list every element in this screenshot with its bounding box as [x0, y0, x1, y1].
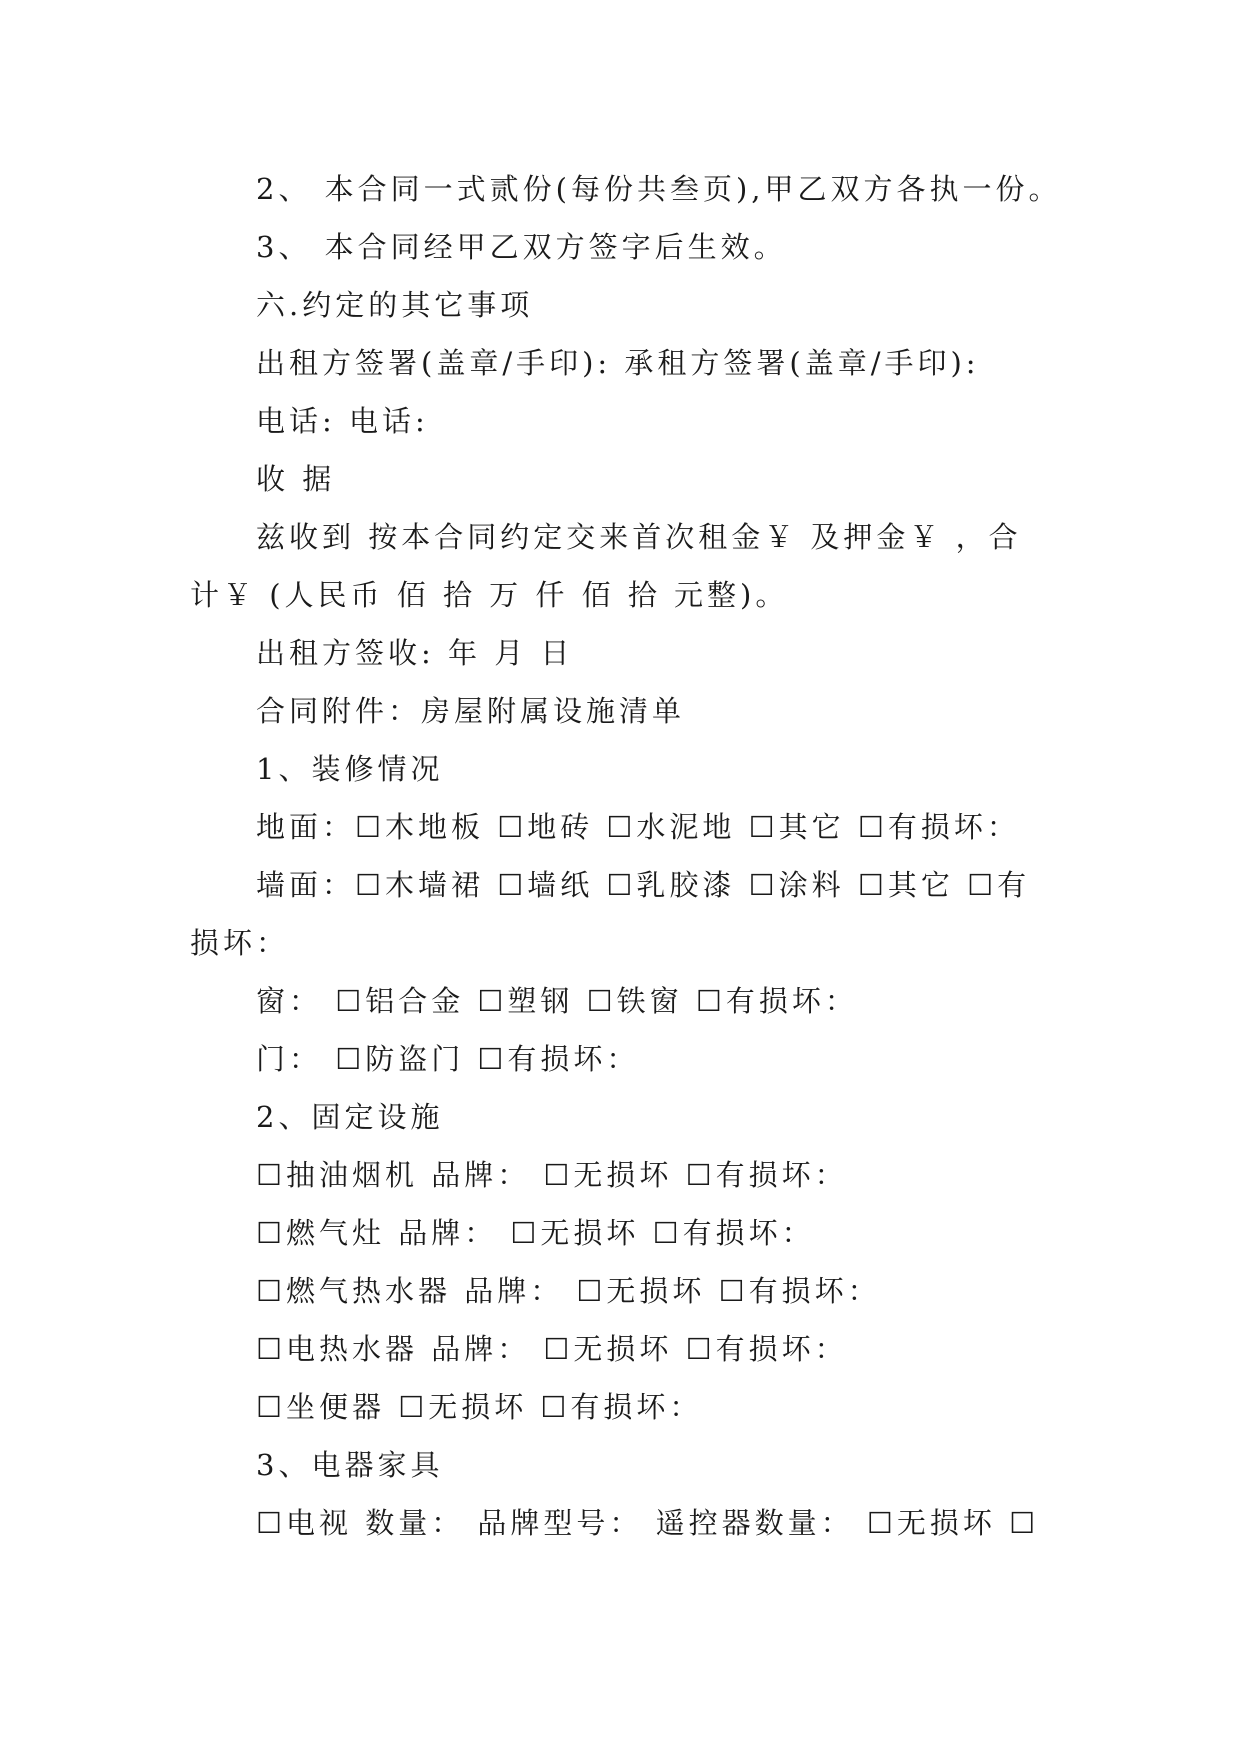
clause-3-line: 3、 本合同经甲乙双方签字后生效。 [256, 230, 787, 264]
receipt-title: 收 据 [256, 462, 336, 496]
document-body [190, 160, 1062, 1552]
annex-title: 合同附件：房屋附属设施清单 [256, 694, 686, 728]
phones-line: 电话: 电话: [256, 404, 429, 438]
gas-water-heater-line: ☐燃气热水器 品牌： ☐无损坏 ☐有损坏： [256, 1274, 881, 1308]
clause-2-line: 2、 本合同一式贰份(每份共叁页),甲乙双方各执一份。 [256, 172, 1062, 206]
section-6-heading: 六.约定的其它事项 [256, 288, 534, 322]
signatures-line: 出租方签署(盖章/手印): 承租方签署(盖章/手印): [256, 346, 980, 380]
decoration-heading: 1、装修情况 [256, 752, 444, 786]
range-hood-line: ☐抽油烟机 品牌： ☐无损坏 ☐有损坏： [256, 1158, 848, 1192]
receipt-body: 兹收到 按本合同约定交来首次租金￥ 及押金￥ ，合计￥ (人民币 佰 拾 万 仟 佰 拾 元整)。 [190, 520, 1022, 612]
appliances-heading: 3、电器家具 [256, 1448, 444, 1482]
floor-line: 地面：☐木地板 ☐地砖 ☐水泥地 ☐其它 ☐有损坏： [256, 810, 1020, 844]
window-line: 窗： ☐铝合金 ☐塑钢 ☐铁窗 ☐有损坏： [256, 984, 858, 1018]
landlord-receipt-line: 出租方签收: 年 月 日 [256, 636, 574, 670]
wall-line: 墙面：☐木墙裙 ☐墙纸 ☐乳胶漆 ☐涂料 ☐其它 ☐有损坏： [190, 868, 1031, 960]
fixtures-heading: 2、固定设施 [256, 1100, 444, 1134]
toilet-line: ☐坐便器 ☐无损坏 ☐有损坏： [256, 1390, 703, 1424]
door-line: 门： ☐防盗门 ☐有损坏： [256, 1042, 640, 1076]
gas-stove-line: ☐燃气灶 品牌： ☐无损坏 ☐有损坏： [256, 1216, 815, 1250]
electric-water-heater-line: ☐电热水器 品牌： ☐无损坏 ☐有损坏： [256, 1332, 848, 1366]
tv-line: ☐电视 数量： 品牌型号： 遥控器数量： ☐无损坏 ☐ [256, 1506, 1040, 1540]
